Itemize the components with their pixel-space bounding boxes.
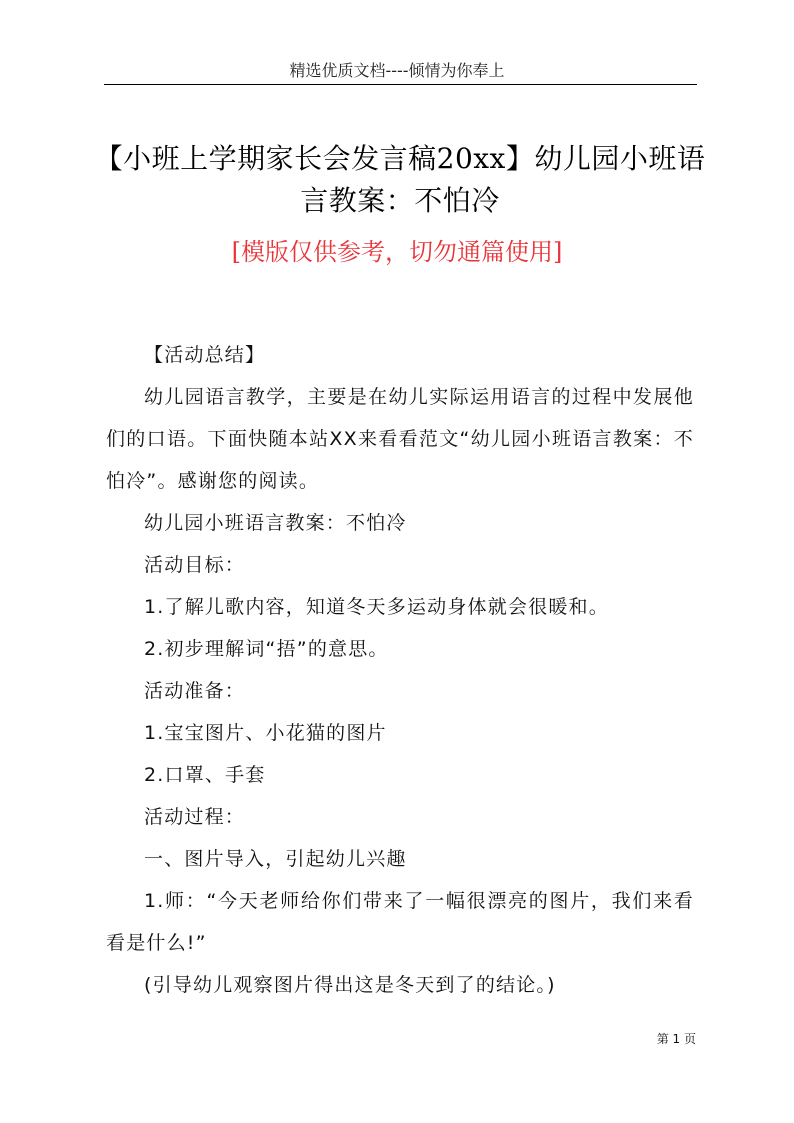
document-body — [106, 334, 694, 1006]
header-divider — [104, 84, 697, 85]
lesson-title-line: 幼儿园小班语言教案：不怕冷 — [144, 512, 407, 534]
goal-item-2: 2.初步理解词“捂”的意思。 — [144, 638, 389, 660]
page-header-text: 精选优质文档----倾情为你奉上 — [289, 61, 505, 80]
document-title: 【小班上学期家长会发言稿20xx】幼儿园小班语言教案：不怕冷 — [94, 142, 706, 217]
process-step-note: (引导幼儿观察图片得出这是冬天到了的结论。) — [144, 974, 556, 996]
goal-item-1: 1.了解儿歌内容，知道冬天多运动身体就会很暖和。 — [144, 596, 609, 618]
preparation-item-2: 2.口罩、手套 — [144, 764, 266, 786]
process-step-heading: 一、图片导入，引起幼儿兴趣 — [144, 848, 407, 870]
section-heading-summary: 【活动总结】 — [144, 344, 266, 366]
preparation-heading: 活动准备： — [144, 680, 246, 702]
document-subtitle: [模版仅供参考，切勿通篇使用] — [231, 238, 563, 266]
goals-heading: 活动目标： — [144, 554, 246, 576]
intro-paragraph: 幼儿园语言教学，主要是在幼儿实际运用语言的过程中发展他们的口语。下面快随本站XX来看看范文“幼儿园小班语言教案：不怕冷”。感谢您的阅读。 — [106, 386, 694, 492]
preparation-item-1: 1.宝宝图片、小花猫的图片 — [144, 722, 387, 744]
page-number: 第 1 页 — [656, 1032, 696, 1046]
process-step-item-1: 1.师：“今天老师给你们带来了一幅很漂亮的图片，我们来看看是什么!” — [106, 890, 694, 954]
process-heading: 活动过程： — [144, 806, 246, 828]
